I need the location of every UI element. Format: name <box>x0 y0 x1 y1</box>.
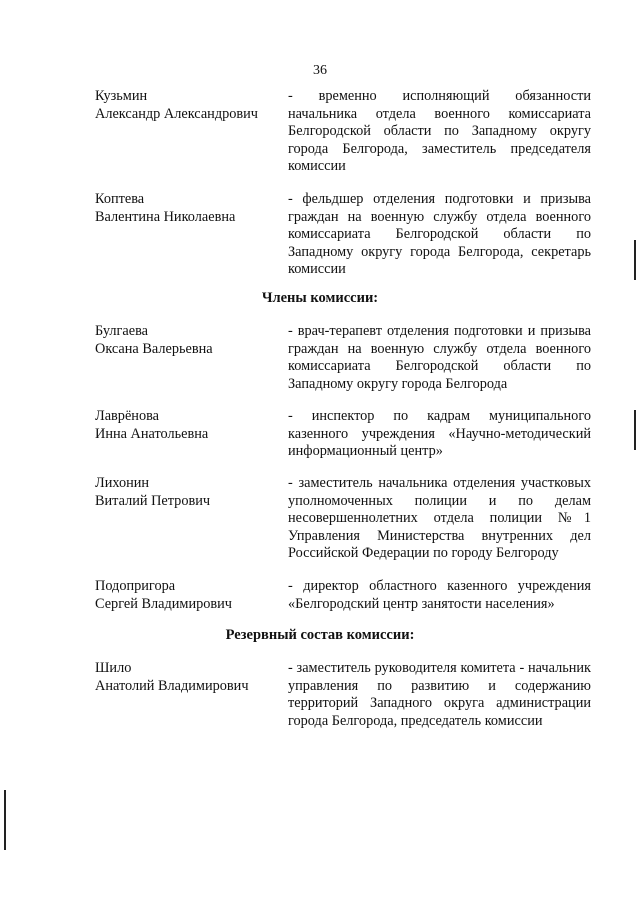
person-role <box>288 475 591 563</box>
page-number: 36 <box>313 63 327 78</box>
person-role-text: - временно исполняющий обязанности начальника отдела военного комиссариата Белгородской области по Западному округу города Белгорода, заместитель председателя комиссии <box>288 88 591 175</box>
scan-edge-mark <box>634 240 636 280</box>
person-given-name: Сергей Владимирович <box>95 595 232 612</box>
person-role-text: - инспектор по кадрам муниципального казенного учреждения «Научно-методический информационный центр» <box>288 408 591 460</box>
person-given-name: Виталий Петрович <box>95 492 211 509</box>
person-surname: Лаврёнова <box>95 408 159 424</box>
person-surname: Шило <box>95 660 132 676</box>
person-name <box>95 88 288 176</box>
person-surname: Подопригора <box>95 578 176 594</box>
person-name <box>95 191 288 279</box>
person-role <box>288 408 591 461</box>
section-heading-members: Члены комиссии: <box>261 290 379 306</box>
commission-entry <box>95 191 593 279</box>
person-role <box>288 578 591 613</box>
commission-entry <box>95 660 593 730</box>
person-role <box>288 191 591 279</box>
person-given-name: Валентина Николаевна <box>95 208 236 225</box>
person-role-text: - заместитель руководителя комитета - начальник управления по развитию и содержанию территорий Западного округа администрации города Белгорода, председатель комиссии <box>288 660 591 729</box>
person-surname: Булгаева <box>95 323 148 339</box>
commission-entry <box>95 88 593 176</box>
scan-edge-mark <box>4 790 6 850</box>
commission-entry <box>95 475 593 563</box>
person-surname: Кузьмин <box>95 88 148 104</box>
person-name <box>95 660 288 730</box>
person-name <box>95 475 288 563</box>
person-surname: Лихонин <box>95 475 150 491</box>
commission-entry <box>95 578 593 613</box>
commission-entry <box>95 323 593 393</box>
scan-edge-mark <box>634 410 636 450</box>
person-role <box>288 88 591 176</box>
commission-entry <box>95 408 593 461</box>
person-name <box>95 323 288 393</box>
person-role <box>288 323 591 393</box>
section-heading-reserve: Резервный состав комиссии: <box>225 627 415 643</box>
person-role-text: - фельдшер отделения подготовки и призыва граждан на военную службу отдела военного комиссариата Белгородской области по Западному округу города Белгорода, секретарь комиссии <box>288 191 591 278</box>
person-role <box>288 660 591 730</box>
person-role-text: - врач-терапевт отделения подготовки и призыва граждан на военную службу отдела военного комиссариата Белгородской области по Западному округу города Белгорода <box>288 323 591 392</box>
person-name <box>95 578 288 613</box>
person-given-name: Оксана Валерьевна <box>95 340 213 357</box>
person-given-name: Инна Анатольевна <box>95 425 209 442</box>
person-role-text: - заместитель начальника отделения участковых уполномоченных полиции и по делам несовершеннолетних отдела полиции №1 Управления Министерства внутренних дел Российской Федерации по городу Белгороду <box>288 475 591 562</box>
person-role-text: - директор областного казенного учреждения «Белгородский центр занятости населения» <box>288 578 591 612</box>
person-name <box>95 408 288 461</box>
person-given-name: Анатолий Владимирович <box>95 677 249 694</box>
person-given-name: Александр Александрович <box>95 105 258 122</box>
person-surname: Коптева <box>95 191 145 207</box>
